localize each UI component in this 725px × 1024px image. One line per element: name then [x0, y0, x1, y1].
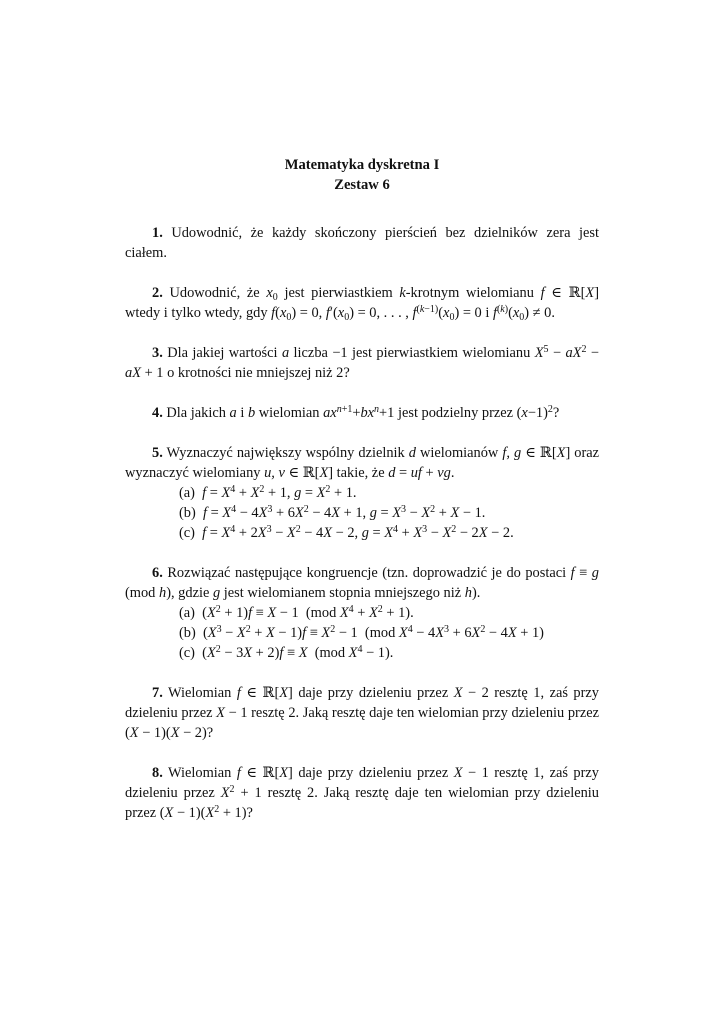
problem-4: 4. Dla jakich a i b wielomian $ax^{n+1}+bx^n+1$ jest podzielny przez $(x-1)^2$? [152, 404, 560, 421]
problem-1: 1. Udowodnić, że każdy skończony pierścień bez dzielników zera jest ciałem. [125, 225, 599, 261]
problem-number: 6. [152, 565, 163, 581]
problem-2: 2. Udowodnić, że $x_0$ jest pierwiastkiem k-krotnym wielomianu f ∈ ℝ[X] wtedy i tylko wtedy, gdy $f(x_0) = 0$, $f'(x_0) = 0$, . . . , $f^{(k-1)}(x_0) = 0$ i $f^{(k)}(x_0) \ne 0$. [125, 285, 599, 323]
problem-3: 3. Dla jakiej wartości a liczba −1 jest pierwiastkiem wielomianu $X^5 - aX^2$ − aX + 1 o krotności nie mniejszej niż 2? [125, 344, 600, 381]
subitem-b: (b) $f = X^4 - 4X^3 + 6X^2 - 4X + 1$, $g = X^3 - X^2 + X - 1$. [179, 504, 486, 521]
subitem-c: (c) $f = X^4 + 2X^3 - X^2 - 4X - 2$, $g = X^4 + X^3 - X^2 - 2X - 2$. [179, 524, 514, 541]
problem-6: 6. Rozwiązać następujące kongruencje (tzn. doprowadzić je do postaci f ≡ g (mod h), gdzie g jest wielomianem stopnia mniejszego niż h). (a) $(X^2 + 1)f \equiv X - 1$ (mod $X^4 + X^2 + 1$). (b) $(X^3 - X^2 + X - 1)f \equiv X^2 - 1$ (mod $X^4 - 4X^3 + 6X^2 - 4X + 1$) (c) $(X^2 - 3X + 2)f \equiv X$ (mod $X^4 - 1$). [125, 565, 599, 661]
sheet-subtitle: Zestaw 6 [334, 177, 390, 193]
problem-number: 3. [152, 345, 163, 361]
problem-number: 7. [152, 685, 163, 701]
subitem-b: (b) $(X^3 - X^2 + X - 1)f \equiv X^2 - 1$ (mod $X^4 - 4X^3 + 6X^2 - 4X + 1$) [179, 624, 544, 641]
problem-sheet [125, 155, 599, 843]
problem-number: 8. [152, 765, 163, 781]
problem-5: 5. Wyznaczyć największy wspólny dzielnik d wielomianów f, g ∈ ℝ[X] oraz wyznaczyć wielomiany u, v ∈ ℝ[X] takie, że d = uf + vg. (a) $f = X^4 + X^2 + 1$, $g = X^2 + 1$. (b) $f = X^4 - 4X^3 + 6X^2 - 4X + 1$, $g = X^3 - X^2 + X - 1$. (c) $f = X^4 + 2X^3 - X^2 - 4X - 2$, $g = X^4 + X^3 - X^2 - 2X - 2$. [125, 445, 600, 541]
problem-number: 1. [152, 225, 163, 241]
problem-7: 7. Wielomian f ∈ ℝ[X] daje przy dzieleniu przez X − 2 resztę 1, zaś przy dzieleniu przez X − 1 resztę 2. Jaką resztę daje ten wielomian przy dzieleniu przez (X − 1)(X − 2)? [125, 685, 600, 741]
subitem-c: (c) $(X^2 - 3X + 2)f \equiv X$ (mod $X^4 - 1$). [179, 644, 394, 661]
problem-number: 5. [152, 445, 163, 461]
sheet-header [125, 155, 599, 195]
problem-number: 2. [152, 285, 163, 301]
subitem-a: (a) $f = X^4 + X^2 + 1$, $g = X^2 + 1$. [179, 484, 357, 501]
sheet-title: Matematyka dyskretna I [284, 157, 440, 173]
problem-8: 8. Wielomian f ∈ ℝ[X] daje przy dzieleniu przez X − 1 resztę 1, zaś przy dzieleniu przez $X^2 + 1$ resztę 2. Jaką resztę daje ten wielomian przy dzieleniu przez $(X - 1)(X^2 + 1)$? [125, 765, 600, 821]
subitem-a: (a) $(X^2 + 1)f \equiv X - 1$ (mod $X^4 + X^2 + 1$). [179, 604, 414, 621]
problem-number: 4. [152, 405, 163, 421]
